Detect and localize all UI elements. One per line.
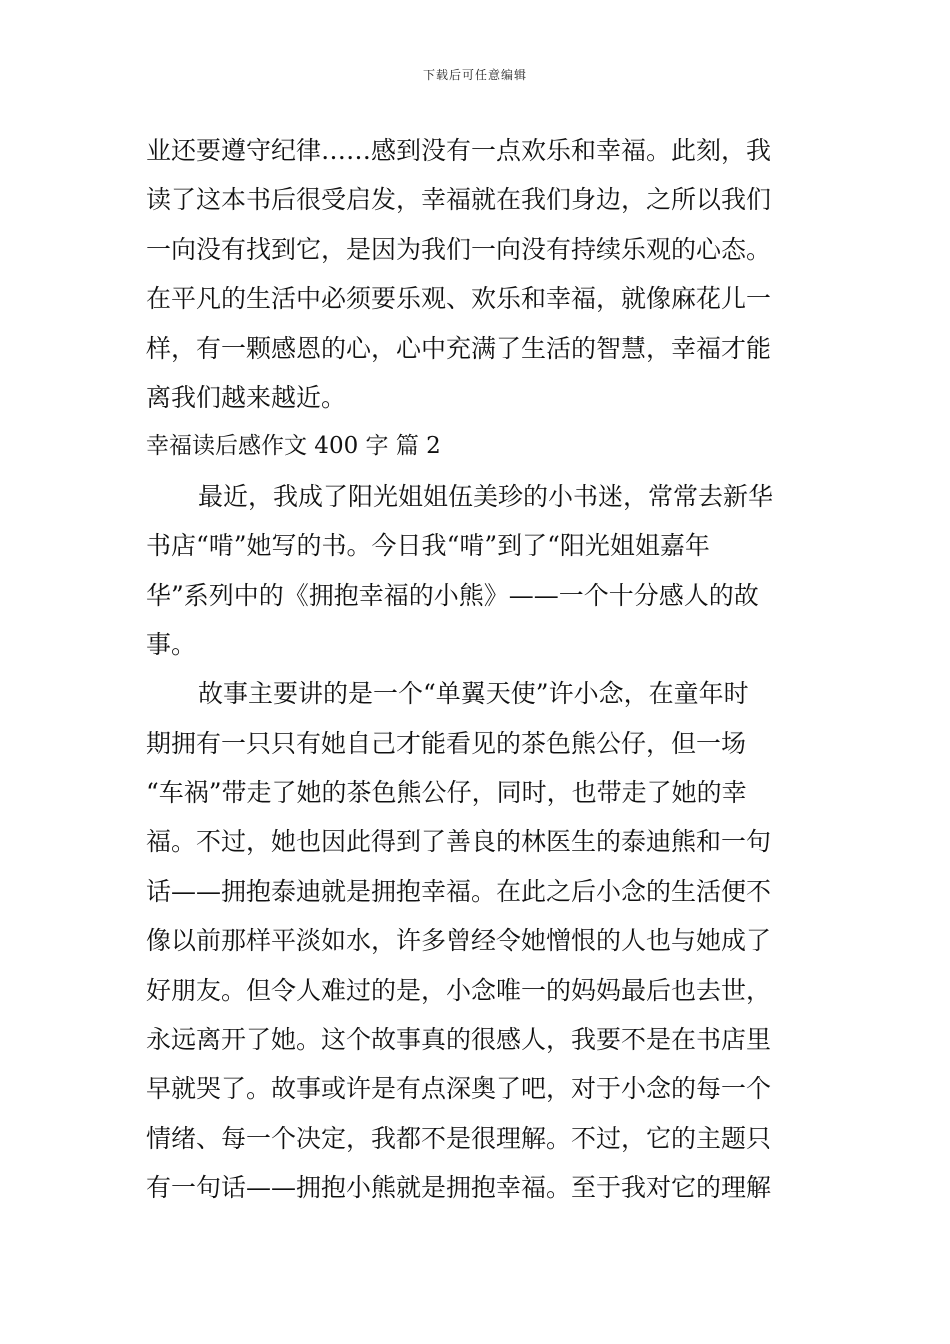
text-line: 故事主要讲的是一个“单翼天使”许小念，在童年时 — [198, 679, 749, 709]
text-line: 好朋友。但令人难过的是，小念唯一的妈妈最后也去世， — [146, 975, 772, 1005]
text-line: 在平凡的生活中必须要乐观、欢乐和幸福，就像麻花儿一 — [146, 284, 772, 314]
text-line: “车祸”带走了她的茶色熊公仔，同时，也带走了她的幸 — [146, 778, 747, 808]
text-line: 书店“啃”她写的书。今日我“啃”到了“阳光姐姐嘉年 — [146, 531, 710, 561]
text-line: 永远离开了她。这个故事真的很感人，我要不是在书店里 — [146, 1025, 772, 1055]
text-line: 离我们越来越近。 — [146, 382, 347, 412]
text-line: 像以前那样平淡如水，许多曾经令她憎恨的人也与她成了 — [146, 926, 772, 956]
document-body — [146, 126, 810, 1213]
text-line: 情绪、每一个决定，我都不是很理解。不过，它的主题只 — [146, 1123, 772, 1153]
text-line: 有一句话——拥抱小熊就是拥抱幸福。至于我对它的理解 — [146, 1173, 772, 1203]
text-line: 话——拥抱泰迪就是拥抱幸福。在此之后小念的生活便不 — [146, 876, 772, 906]
text-line: 期拥有一只只有她自己才能看见的茶色熊公仔，但一场 — [146, 728, 747, 758]
text-line: 读了这本书后很受启发，幸福就在我们身边，之所以我们 — [146, 185, 772, 215]
page-header: 下载后可任意编辑 — [422, 68, 527, 82]
text-line: 一向没有找到它，是因为我们一向没有持续乐观的心态。 — [146, 234, 772, 264]
text-line: 华”系列中的《拥抱幸福的小熊》——一个十分感人的故 — [146, 580, 759, 610]
text-line: 事。 — [146, 629, 197, 659]
text-line: 业还要遵守纪律……感到没有一点欢乐和幸福。此刻，我 — [146, 136, 772, 165]
text-line: 样，有一颗感恩的心，心中充满了生活的智慧，幸福才能 — [146, 333, 772, 363]
text-line: 福。不过，她也因此得到了善良的林医生的泰迪熊和一句 — [146, 827, 772, 857]
text-line: 最近，我成了阳光姐姐伍美珍的小书迷，常常去新华 — [198, 481, 774, 511]
section-heading: 幸福读后感作文 400 字 篇 2 — [146, 433, 441, 460]
text-line: 早就哭了。故事或许是有点深奥了吧，对于小念的每一个 — [146, 1074, 772, 1104]
